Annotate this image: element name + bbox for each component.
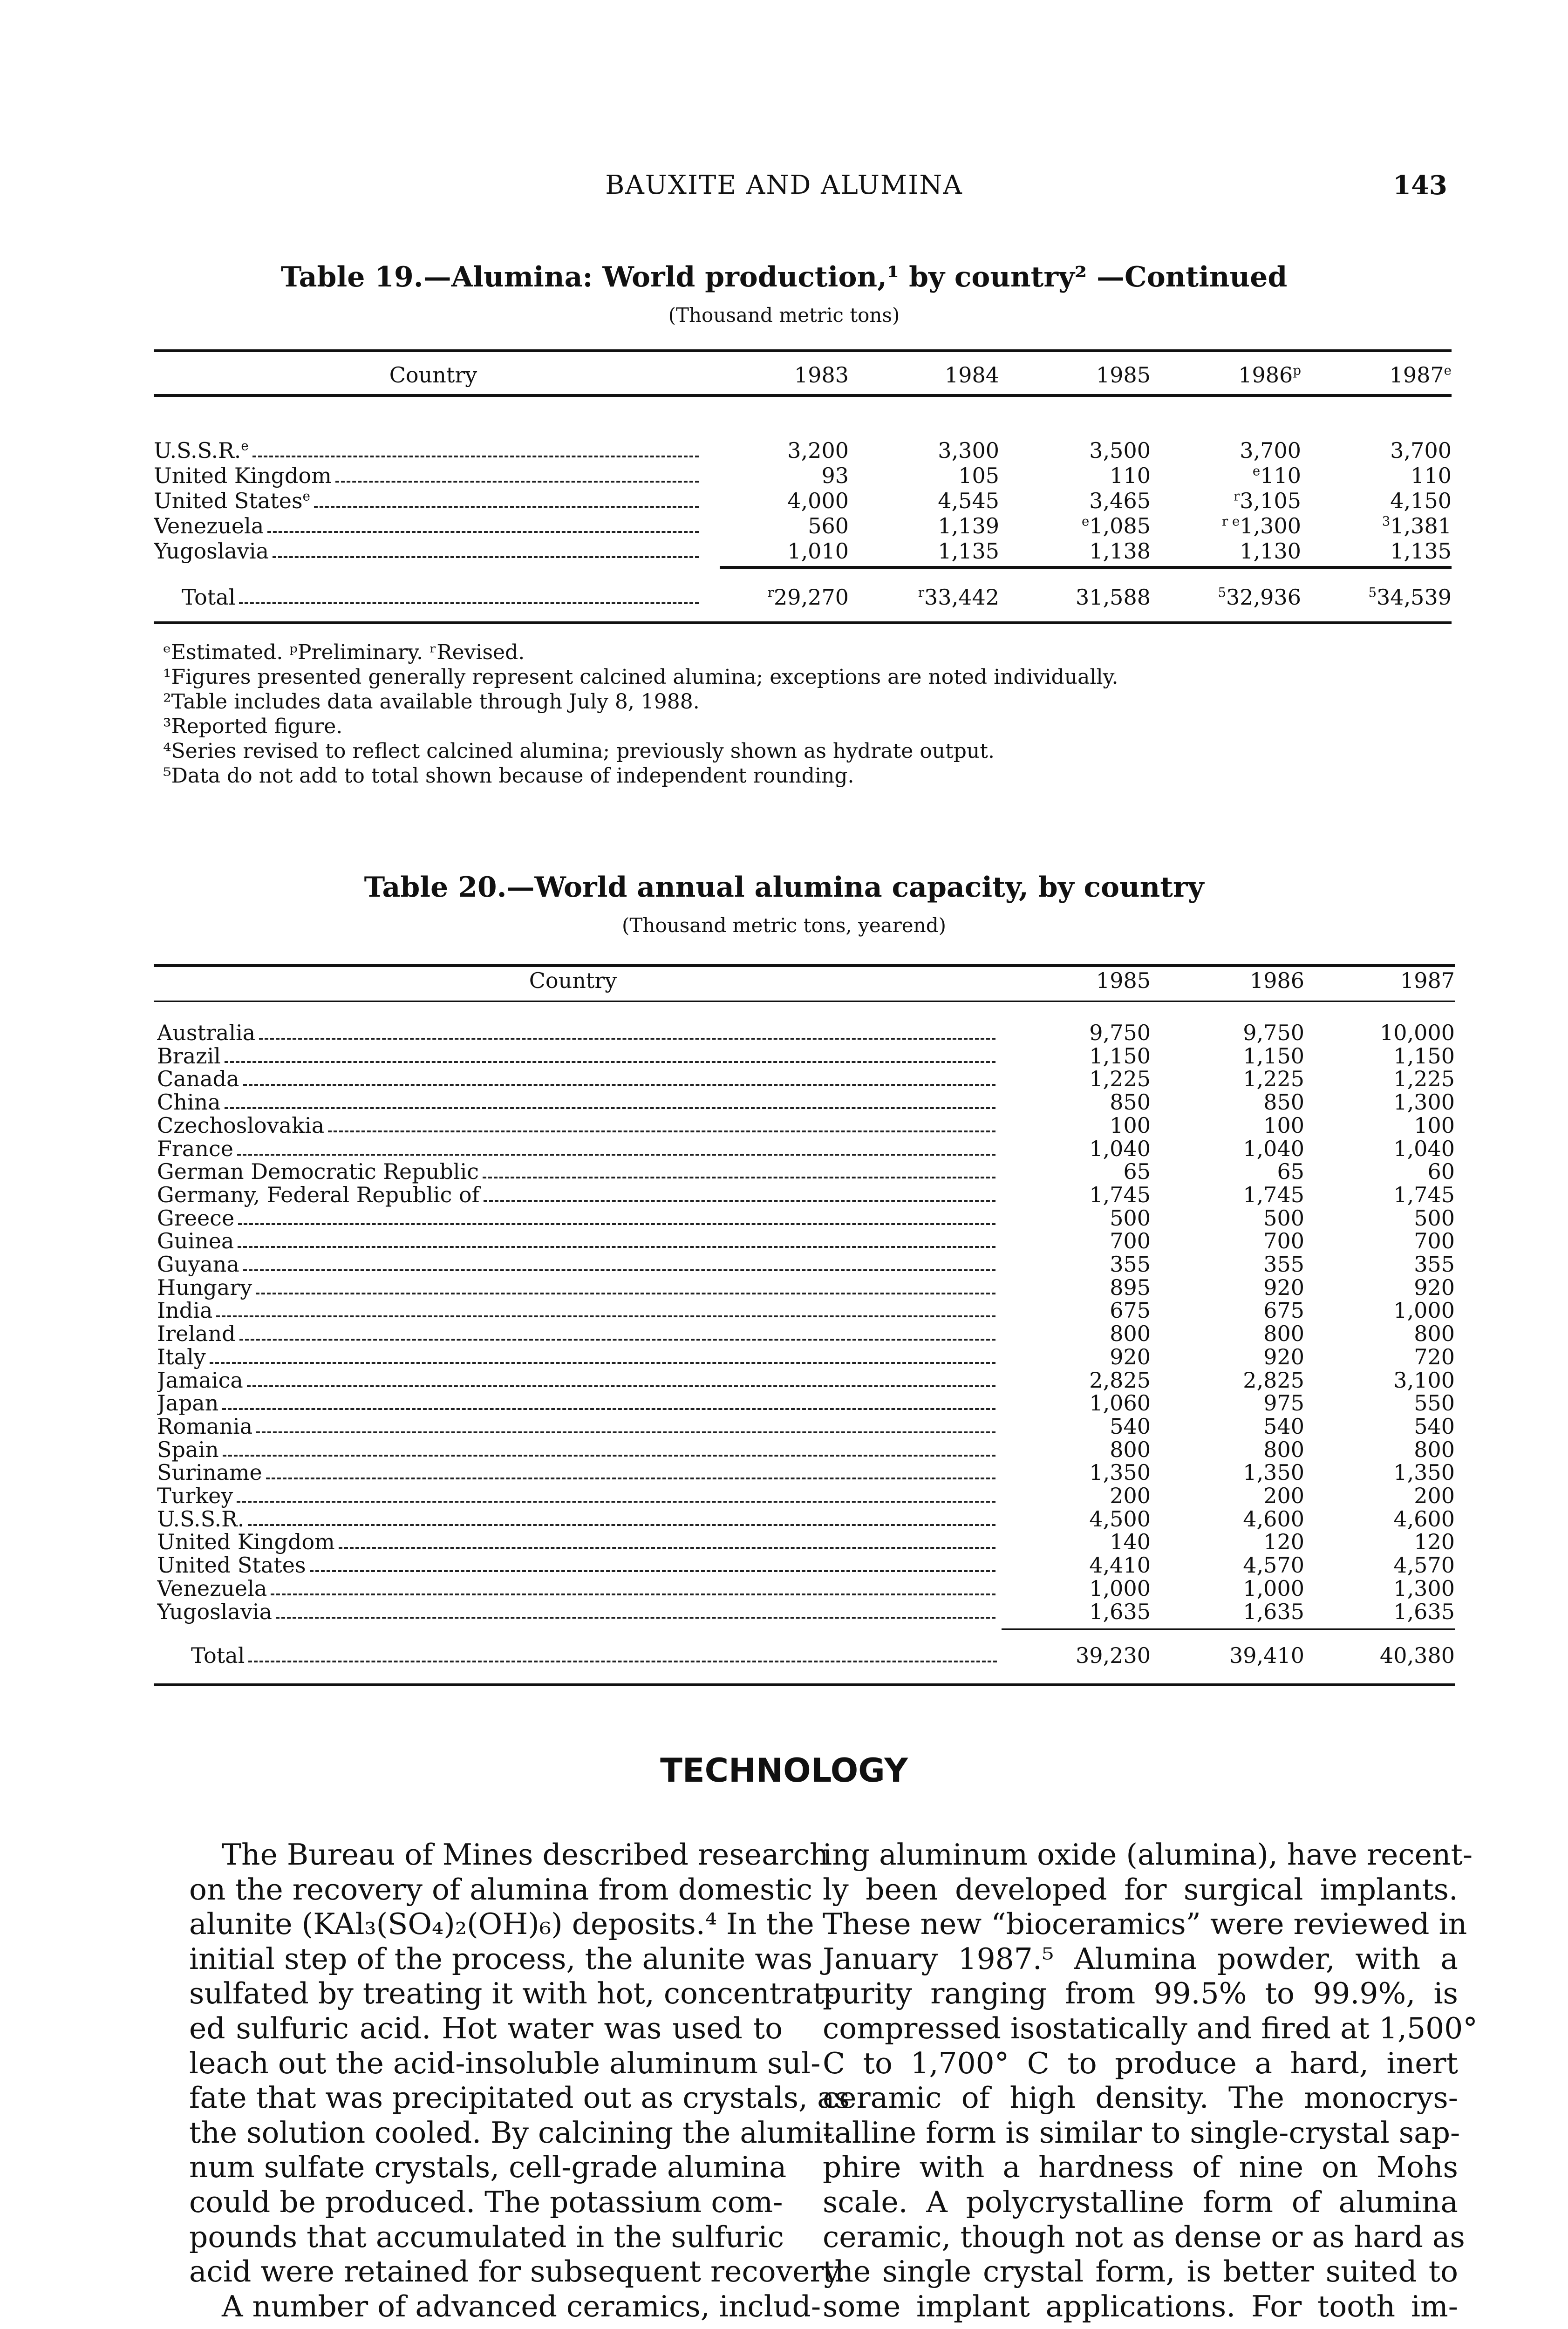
running-title: BAUXITE AND ALUMINA — [605, 170, 963, 200]
row-value: $^e$1,085 — [1081, 513, 1151, 538]
row-country: Australia — [157, 1020, 995, 1045]
row-country: Venezuela — [157, 1576, 995, 1601]
row-value: 9,750 — [1243, 1020, 1304, 1045]
total-value: $^r$33,442 — [918, 585, 999, 610]
dot-leader — [238, 1223, 995, 1225]
row-value: 4,545 — [938, 488, 999, 513]
row-value: 4,150 — [1390, 488, 1452, 513]
dot-leader — [237, 1154, 995, 1156]
row-value: 550 — [1414, 1390, 1455, 1416]
header-rule — [154, 1001, 1455, 1002]
row-value: 1,225 — [1393, 1066, 1455, 1092]
row-value: 895 — [1110, 1274, 1151, 1300]
row-value: 1,350 — [1243, 1460, 1304, 1485]
row-value: 100 — [1414, 1112, 1455, 1138]
row-value: 4,570 — [1393, 1553, 1455, 1578]
row-value: 3,700 — [1390, 438, 1452, 463]
row-country: United States$^e$ — [154, 488, 699, 513]
row-country: Czechoslovakia — [157, 1113, 995, 1138]
row-value: 1,060 — [1089, 1390, 1151, 1416]
dot-leader — [276, 1617, 995, 1619]
row-value: 800 — [1110, 1321, 1151, 1347]
row-country: German Democratic Republic — [157, 1159, 995, 1184]
row-value: 850 — [1110, 1090, 1151, 1115]
table20-title: Table 20.—World annual alumina capacity, by country — [364, 871, 1204, 904]
row-country: Jamaica — [157, 1368, 995, 1393]
row-value: 540 — [1110, 1413, 1151, 1439]
dot-leader — [225, 1061, 995, 1063]
row-value: 800 — [1414, 1437, 1455, 1462]
row-value: 1,040 — [1393, 1136, 1455, 1161]
row-value: 140 — [1110, 1529, 1151, 1555]
row-country: Yugoslavia — [154, 538, 699, 564]
row-value: 1,635 — [1393, 1599, 1455, 1624]
row-value: 100 — [1263, 1112, 1304, 1138]
row-value: 675 — [1110, 1298, 1151, 1323]
row-value: 120 — [1414, 1529, 1455, 1555]
row-value: 700 — [1414, 1228, 1455, 1254]
row-value: 60 — [1427, 1159, 1455, 1185]
dot-leader — [259, 1038, 995, 1040]
row-value: 4,570 — [1243, 1553, 1304, 1578]
row-country: Turkey — [157, 1483, 995, 1508]
row-value: 500 — [1110, 1205, 1151, 1231]
dot-leader — [243, 1084, 995, 1086]
dot-leader — [256, 1293, 995, 1294]
total-value: 39,410 — [1229, 1643, 1304, 1668]
row-country: Brazil — [157, 1043, 995, 1069]
row-value: 1,135 — [1390, 538, 1452, 564]
row-value: 500 — [1263, 1205, 1304, 1231]
dot-leader — [266, 1478, 995, 1479]
text-line: leach out the acid-insoluble aluminum sul- — [189, 2046, 821, 2080]
total-value: $^5$32,936 — [1218, 585, 1301, 610]
column-header-year: 1985 — [1096, 968, 1151, 993]
row-value: 1,635 — [1243, 1599, 1304, 1624]
text-line: ed sulfuric acid. Hot water was used to — [189, 2011, 783, 2045]
total-value: 31,588 — [1076, 585, 1151, 610]
dot-leader — [314, 506, 699, 508]
row-value: 800 — [1263, 1321, 1304, 1347]
row-value: 1,010 — [787, 538, 849, 564]
text-line: ceramic, though not as dense or as hard as — [823, 2220, 1465, 2254]
row-value: 120 — [1263, 1529, 1304, 1555]
dot-leader — [239, 602, 699, 604]
footnote-mark: r e — [1222, 513, 1240, 529]
row-country: India — [157, 1298, 995, 1323]
dot-leader — [328, 1130, 995, 1132]
dot-leader — [216, 1315, 995, 1317]
table19-subtitle: (Thousand metric tons) — [668, 304, 900, 327]
total-value: $^5$34,539 — [1368, 585, 1452, 610]
text-line: initial step of the process, the alunite was — [189, 1941, 813, 1976]
column-header-year: 1984 — [944, 362, 999, 388]
row-value: 1,745 — [1393, 1182, 1455, 1207]
row-value: 9,750 — [1089, 1020, 1151, 1045]
dot-leader — [237, 1501, 995, 1503]
row-value: 110 — [1411, 463, 1452, 488]
row-value: 540 — [1414, 1413, 1455, 1439]
total-rule — [720, 566, 1452, 569]
row-value: 2,825 — [1243, 1367, 1304, 1393]
dot-leader — [271, 1594, 995, 1595]
row-value: 3,465 — [1089, 488, 1151, 513]
table20-subtitle: (Thousand metric tons, yearend) — [622, 914, 946, 937]
row-value: 1,745 — [1089, 1182, 1151, 1207]
footnote-mark: e — [1252, 463, 1261, 479]
row-value: 1,000 — [1393, 1298, 1455, 1323]
text-line: the single crystal form, is better suited to — [823, 2254, 1458, 2289]
row-value: 560 — [808, 513, 849, 538]
row-country: Hungary — [157, 1275, 995, 1300]
dot-leader — [225, 1107, 995, 1109]
row-value: 1,000 — [1243, 1575, 1304, 1601]
row-value: 675 — [1263, 1298, 1304, 1323]
row-value: 355 — [1414, 1252, 1455, 1277]
row-value: 800 — [1414, 1321, 1455, 1347]
row-value: 1,138 — [1089, 538, 1151, 564]
column-header-year: 1986 — [1249, 968, 1304, 993]
row-value: 1,130 — [1240, 538, 1301, 564]
text-line: fate that was precipitated out as crystals, as — [189, 2081, 850, 2115]
text-line: num sulfate crystals, cell-grade alumina — [189, 2150, 787, 2185]
row-value: 200 — [1263, 1483, 1304, 1508]
row-country: Canada — [157, 1066, 995, 1091]
row-country: United States — [157, 1553, 995, 1578]
row-country: Italy — [157, 1344, 995, 1369]
total-value: 39,230 — [1076, 1643, 1151, 1668]
total-value: 40,380 — [1380, 1643, 1455, 1668]
text-line: alunite (KAl₃(SO₄)₂(OH)₆) deposits.⁴ In the — [189, 1907, 814, 1941]
row-value: 1,040 — [1243, 1136, 1304, 1161]
page-number: 143 — [1393, 170, 1447, 201]
table-bottom-rule — [154, 1683, 1455, 1686]
row-value: 540 — [1263, 1413, 1304, 1439]
row-value: 850 — [1263, 1090, 1304, 1115]
dot-leader — [335, 481, 699, 483]
text-line: The Bureau of Mines described research — [222, 1838, 829, 1872]
row-value: $^3$1,381 — [1382, 513, 1452, 538]
row-value: 920 — [1263, 1344, 1304, 1369]
text-line: purity ranging from 99.5% to 99.9%, is — [823, 1976, 1458, 2011]
row-value: 1,635 — [1089, 1599, 1151, 1624]
row-value: 65 — [1277, 1159, 1304, 1185]
row-value: 1,350 — [1393, 1460, 1455, 1485]
text-line: ly been developed for surgical implants. — [823, 1872, 1458, 1907]
dot-leader — [484, 1200, 995, 1202]
column-header-year: 1985 — [1096, 362, 1151, 388]
row-country: Venezuela — [154, 513, 699, 538]
row-value: 4,410 — [1089, 1553, 1151, 1578]
row-country: Greece — [157, 1205, 995, 1231]
text-line: January 1987.⁵ Alumina powder, with a — [823, 1941, 1458, 1976]
footnote-mark: r — [1234, 488, 1240, 504]
row-value: 3,100 — [1393, 1367, 1455, 1393]
text-line: phire with a hardness of nine on Mohs — [823, 2150, 1458, 2185]
total-label: Total — [182, 585, 699, 610]
footnote: ²Table includes data available through July 8, 1988. — [163, 690, 700, 714]
row-value: 2,825 — [1089, 1367, 1151, 1393]
row-value: 1,150 — [1243, 1043, 1304, 1069]
dot-leader — [267, 531, 699, 533]
row-value: 100 — [1110, 1112, 1151, 1138]
row-value: 4,600 — [1243, 1506, 1304, 1532]
row-value: 920 — [1263, 1274, 1304, 1300]
dot-leader — [210, 1362, 995, 1364]
table-bottom-rule — [154, 621, 1452, 624]
column-header-country: Country — [389, 362, 477, 388]
column-header-year: 1987 — [1400, 968, 1455, 993]
table-top-rule — [154, 964, 1455, 967]
row-value: 1,350 — [1089, 1460, 1151, 1485]
row-value: 1,300 — [1393, 1090, 1455, 1115]
table19-title: Table 19.—Alumina: World production,¹ by country² —Continued — [280, 261, 1288, 293]
row-value: 1,150 — [1089, 1043, 1151, 1069]
row-value: 4,600 — [1393, 1506, 1455, 1532]
row-value: 720 — [1414, 1344, 1455, 1369]
row-value: 4,500 — [1089, 1506, 1151, 1532]
text-line: These new “bioceramics” were reviewed in — [823, 1907, 1467, 1941]
row-value: 1,000 — [1089, 1575, 1151, 1601]
text-line: ceramic of high density. The monocrys- — [823, 2081, 1458, 2115]
footnote: ᵉEstimated. ᵖPreliminary. ʳRevised. — [163, 640, 525, 664]
text-line: pounds that accumulated in the sulfuric — [189, 2220, 784, 2254]
footnote-mark: 5 — [1218, 585, 1227, 600]
dot-leader — [310, 1570, 995, 1572]
text-line: scale. A polycrystalline form of alumina — [823, 2185, 1458, 2219]
footnote-mark: 5 — [1368, 585, 1377, 600]
dot-leader — [243, 1269, 995, 1271]
row-value: 355 — [1263, 1252, 1304, 1277]
row-country: France — [157, 1136, 995, 1161]
row-country: Germany, Federal Republic of — [157, 1182, 995, 1207]
footnote: ⁵Data do not add to total shown because of independent rounding. — [163, 764, 854, 788]
text-line: the solution cooled. By calcining the alumi- — [189, 2115, 833, 2150]
total-label: Total — [191, 1643, 997, 1668]
row-value: $^{r e}$1,300 — [1222, 513, 1301, 538]
row-value: 500 — [1414, 1205, 1455, 1231]
row-value: 1,225 — [1243, 1066, 1304, 1092]
table-top-rule — [154, 349, 1452, 352]
row-country: Guyana — [157, 1252, 995, 1277]
row-country: Spain — [157, 1437, 995, 1462]
row-country: U.S.S.R. — [157, 1506, 995, 1532]
dot-leader — [256, 1431, 995, 1433]
text-line: C to 1,700° C to produce a hard, inert — [823, 2046, 1458, 2080]
dot-leader — [248, 1661, 997, 1662]
row-value: 800 — [1263, 1437, 1304, 1462]
text-line: talline form is similar to single-crystal sap- — [823, 2115, 1460, 2150]
row-value: 355 — [1110, 1252, 1151, 1277]
text-column-left — [189, 1838, 850, 2324]
row-country: China — [157, 1090, 995, 1115]
row-value: 975 — [1263, 1390, 1304, 1416]
row-value: 93 — [821, 463, 849, 488]
row-value: 4,000 — [787, 488, 849, 513]
text-line: A number of advanced ceramics, includ- — [222, 2289, 821, 2323]
row-value: 200 — [1414, 1483, 1455, 1508]
dot-leader — [248, 1524, 995, 1526]
row-value: 110 — [1110, 463, 1151, 488]
text-line: some implant applications. For tooth im- — [823, 2289, 1458, 2323]
text-line: sulfated by treating it with hot, concentrat- — [189, 1976, 835, 2011]
row-value: 200 — [1110, 1483, 1151, 1508]
row-value: 1,150 — [1393, 1043, 1455, 1069]
row-value: 700 — [1263, 1228, 1304, 1254]
total-rule — [1002, 1628, 1455, 1630]
dot-leader — [247, 1385, 995, 1387]
footnote: ⁴Series revised to reflect calcined alumina; previously shown as hydrate output. — [163, 739, 995, 763]
dot-leader — [239, 1339, 995, 1341]
row-value: 3,300 — [938, 438, 999, 463]
row-value: 700 — [1110, 1228, 1151, 1254]
column-header-country: Country — [529, 968, 617, 993]
row-value: 65 — [1123, 1159, 1151, 1185]
row-country: Ireland — [157, 1321, 995, 1346]
text-line: compressed isostatically and fired at 1,500° — [823, 2011, 1478, 2045]
row-value: $^r$3,105 — [1234, 488, 1301, 513]
column-header-year: 1983 — [794, 362, 849, 388]
row-value: 3,500 — [1089, 438, 1151, 463]
row-value: $^e$110 — [1252, 463, 1301, 488]
row-country: Romania — [157, 1414, 995, 1439]
dot-leader — [222, 1408, 995, 1410]
row-value: 1,139 — [938, 513, 999, 538]
row-country: United Kingdom — [154, 463, 699, 488]
row-value: 1,300 — [1393, 1575, 1455, 1601]
row-country: Suriname — [157, 1460, 995, 1485]
row-country: Yugoslavia — [157, 1599, 995, 1624]
row-value: 3,700 — [1240, 438, 1301, 463]
dot-leader — [483, 1177, 995, 1178]
dot-leader — [238, 1246, 995, 1248]
text-column-right — [823, 1838, 1478, 2324]
row-value: 920 — [1110, 1344, 1151, 1369]
footnote: ³Reported figure. — [163, 715, 343, 738]
section-heading: TECHNOLOGY — [660, 1751, 908, 1790]
footnote-mark: 3 — [1382, 513, 1391, 529]
dot-leader — [339, 1547, 995, 1549]
text-line: acid were retained for subsequent recovery. — [189, 2254, 846, 2289]
footnote-mark: r — [767, 585, 774, 600]
row-value: 920 — [1414, 1274, 1455, 1300]
dot-leader — [252, 456, 699, 457]
footnote-mark: e — [1081, 513, 1090, 529]
row-country: United Kingdom — [157, 1529, 995, 1554]
text-line: ing aluminum oxide (alumina), have recent- — [823, 1838, 1473, 1872]
row-country: Guinea — [157, 1228, 995, 1253]
dot-leader — [273, 556, 699, 558]
row-value: 3,200 — [787, 438, 849, 463]
text-line: could be produced. The potassium com- — [189, 2185, 783, 2219]
text-line: on the recovery of alumina from domestic — [189, 1872, 813, 1907]
row-value: 800 — [1110, 1437, 1151, 1462]
header-rule — [154, 394, 1452, 397]
row-value: 105 — [958, 463, 999, 488]
row-value: 10,000 — [1380, 1020, 1455, 1045]
row-value: 1,040 — [1089, 1136, 1151, 1161]
row-value: 1,745 — [1243, 1182, 1304, 1207]
row-country: U.S.S.R.$^e$ — [154, 438, 699, 463]
footnote-mark: r — [918, 585, 925, 600]
footnote: ¹Figures presented generally represent calcined alumina; exceptions are noted individually. — [163, 665, 1118, 689]
row-country: Japan — [157, 1390, 995, 1416]
total-value: $^r$29,270 — [767, 585, 849, 610]
column-header-year: 1987e — [1389, 362, 1452, 388]
row-value: 1,135 — [938, 538, 999, 564]
dot-leader — [223, 1455, 995, 1457]
column-header-year: 1986$^p$ — [1238, 362, 1301, 388]
row-value: 1,225 — [1089, 1066, 1151, 1092]
